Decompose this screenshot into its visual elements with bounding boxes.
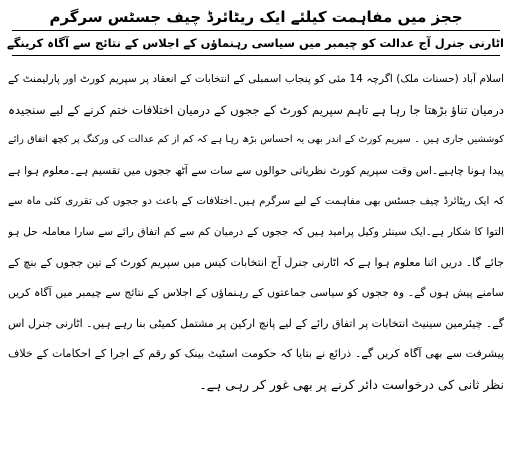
body-line: نظر ثانی کی درخواست دائر کرنے پر بھی غور کر رہی ہے۔ xyxy=(199,376,504,392)
body-line: جائے گا۔ دریں اثنا معلوم ہوا ہے کہ اٹارنی جنرل آج انتخابات کیس میں سپریم کورٹ کے تین ججوں کے بنچ کے xyxy=(8,255,504,269)
body-line: گے۔ چیئرمین سینیٹ انتخابات پر اتفاق رائے کے لیے پانچ ارکین پر مشتمل کمیٹی بنا رہے ہیں۔ اٹارنی جنرل اس xyxy=(8,316,504,330)
body-line: کوششیں جاری ہیں ۔ سپریم کورٹ کے اندر بھی یہ احساس بڑھ رہا ہے کہ کم از کم عدالت کی ورکنگ پر کچھ اتفاق رائے xyxy=(8,134,504,146)
body-line: پیدا ہونا چاہیے۔اس وقت سپریم کورٹ نظریاتی حوالوں سے سات سے آٹھ ججوں میں تقسیم ہے۔معلوم ہوا ہے xyxy=(8,163,504,177)
body-line: درمیان تناؤ بڑھتا جا رہا ہے تاہم سپریم کورٹ کے ججوں کے درمیان اختلافات ختم کرنے کے لیے سنجیدہ xyxy=(8,102,504,117)
subheadline: اٹارنی جنرل آج عدالت کو چیمبر میں سیاسی رہنماؤں کے اجلاس کے نتائج سے آگاہ کرینگے xyxy=(6,36,504,50)
body-line: التوا کا شکار ہے۔ایک سینئر وکیل پرامید ہیں کہ ججوں کے درمیان کم سے کم اتفاق رائے سے سارا معاملہ حل ہو xyxy=(8,225,504,238)
body-line: کہ ایک ریٹائرڈ چیف جسٹس بھی مفاہمت کے لیے سرگرم ہیں۔اختلافات کے باعث دو ججوں کی تقرری کئی ماہ سے xyxy=(8,195,504,208)
body-line: پیشرفت سے بھی آگاہ کریں گے۔ ذرائع نے بتایا کہ حکومت اسٹیٹ بینک کو رقم کے اجرا کے احکامات کے خلاف xyxy=(8,347,504,361)
subheadline-divider xyxy=(12,55,500,56)
body-line: اسلام آباد (حسنات ملک) اگرچہ 14 مئی کو پنجاب اسمبلی کے انتخابات کے انعقاد پر سپریم کورٹ اور پارلیمنٹ کے xyxy=(8,73,504,85)
article-body xyxy=(8,64,504,401)
body-line: سامنے پیش ہوں گے۔ وہ ججوں کو سیاسی جماعتوں کے رہنماؤں کے اجلاس کے نتائج سے چیمبر میں آگاہ کریں xyxy=(8,286,504,300)
headline: ججز میں مفاہمت کیلئے ایک ریٹائرڈ چیف جسٹس سرگرم xyxy=(49,8,463,26)
